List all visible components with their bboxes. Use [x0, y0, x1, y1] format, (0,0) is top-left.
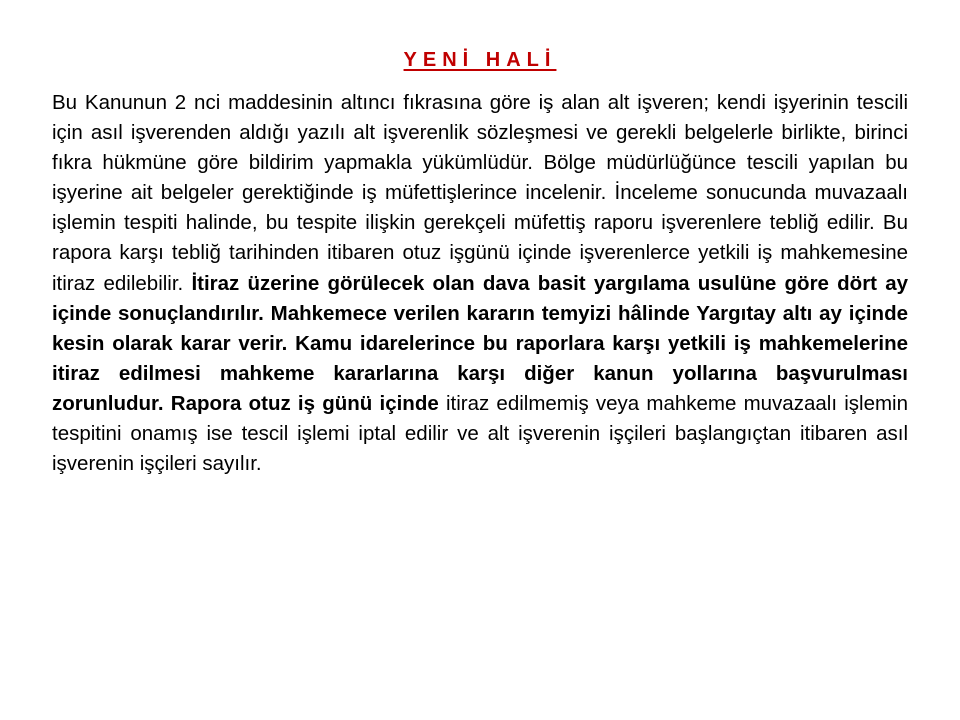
- paragraph-text-regular: Bu Kanunun 2 nci maddesinin altıncı fıkrasına göre iş alan alt işveren; kendi işyerinin tescili için asıl işverenden aldığı yazılı alt işverenlik sözleşmesi ve gerekli belgelerle birlikte, birinci fıkra hükmüne göre bildirim yapmakla yükümlüdür. Bölge müdürlüğünce tescili yapılan bu işyerine ait belgeler gerektiğinde iş müfettişlerince incelenir. İnceleme sonucunda muvazaalı işlemin tespiti halinde, bu tespite ilişkin gerekçeli müfettiş raporu işverenlere tebliğ edilir. Bu rapora karşı tebliğ tarihinden itibaren otuz işgünü içinde işverenlerce yetkili iş mahkemesine itiraz edilebilir.: [52, 91, 908, 295]
- paragraph-text-regular-end: itiraz edilmemiş veya mahkeme muvazaalı işlemin tespitini onamış ise tescil işlemi iptal edilir ve alt işverenin işçileri başlangıçtan itibaren asıl işverenin işçileri sayılır.: [52, 391, 909, 476]
- body-paragraph: [52, 88, 908, 479]
- slide-title: YENİ HALİ: [403, 49, 557, 71]
- paragraph-text-bold: İtiraz üzerine görülecek olan dava basit yargılama usulüne göre dört ay içinde sonuçlandırılır. Mahkemece verilen kararın temyizi hâlinde Yargıtay altı ay içinde kesin olarak karar verir. Kamu idarelerince bu raporlara karşı yetkili iş mahkemelerine itiraz edilmesi mahkeme kararlarına karşı diğer kanun yollarına başvurulması zorunludur. Rapora otuz iş günü içinde: [52, 271, 908, 415]
